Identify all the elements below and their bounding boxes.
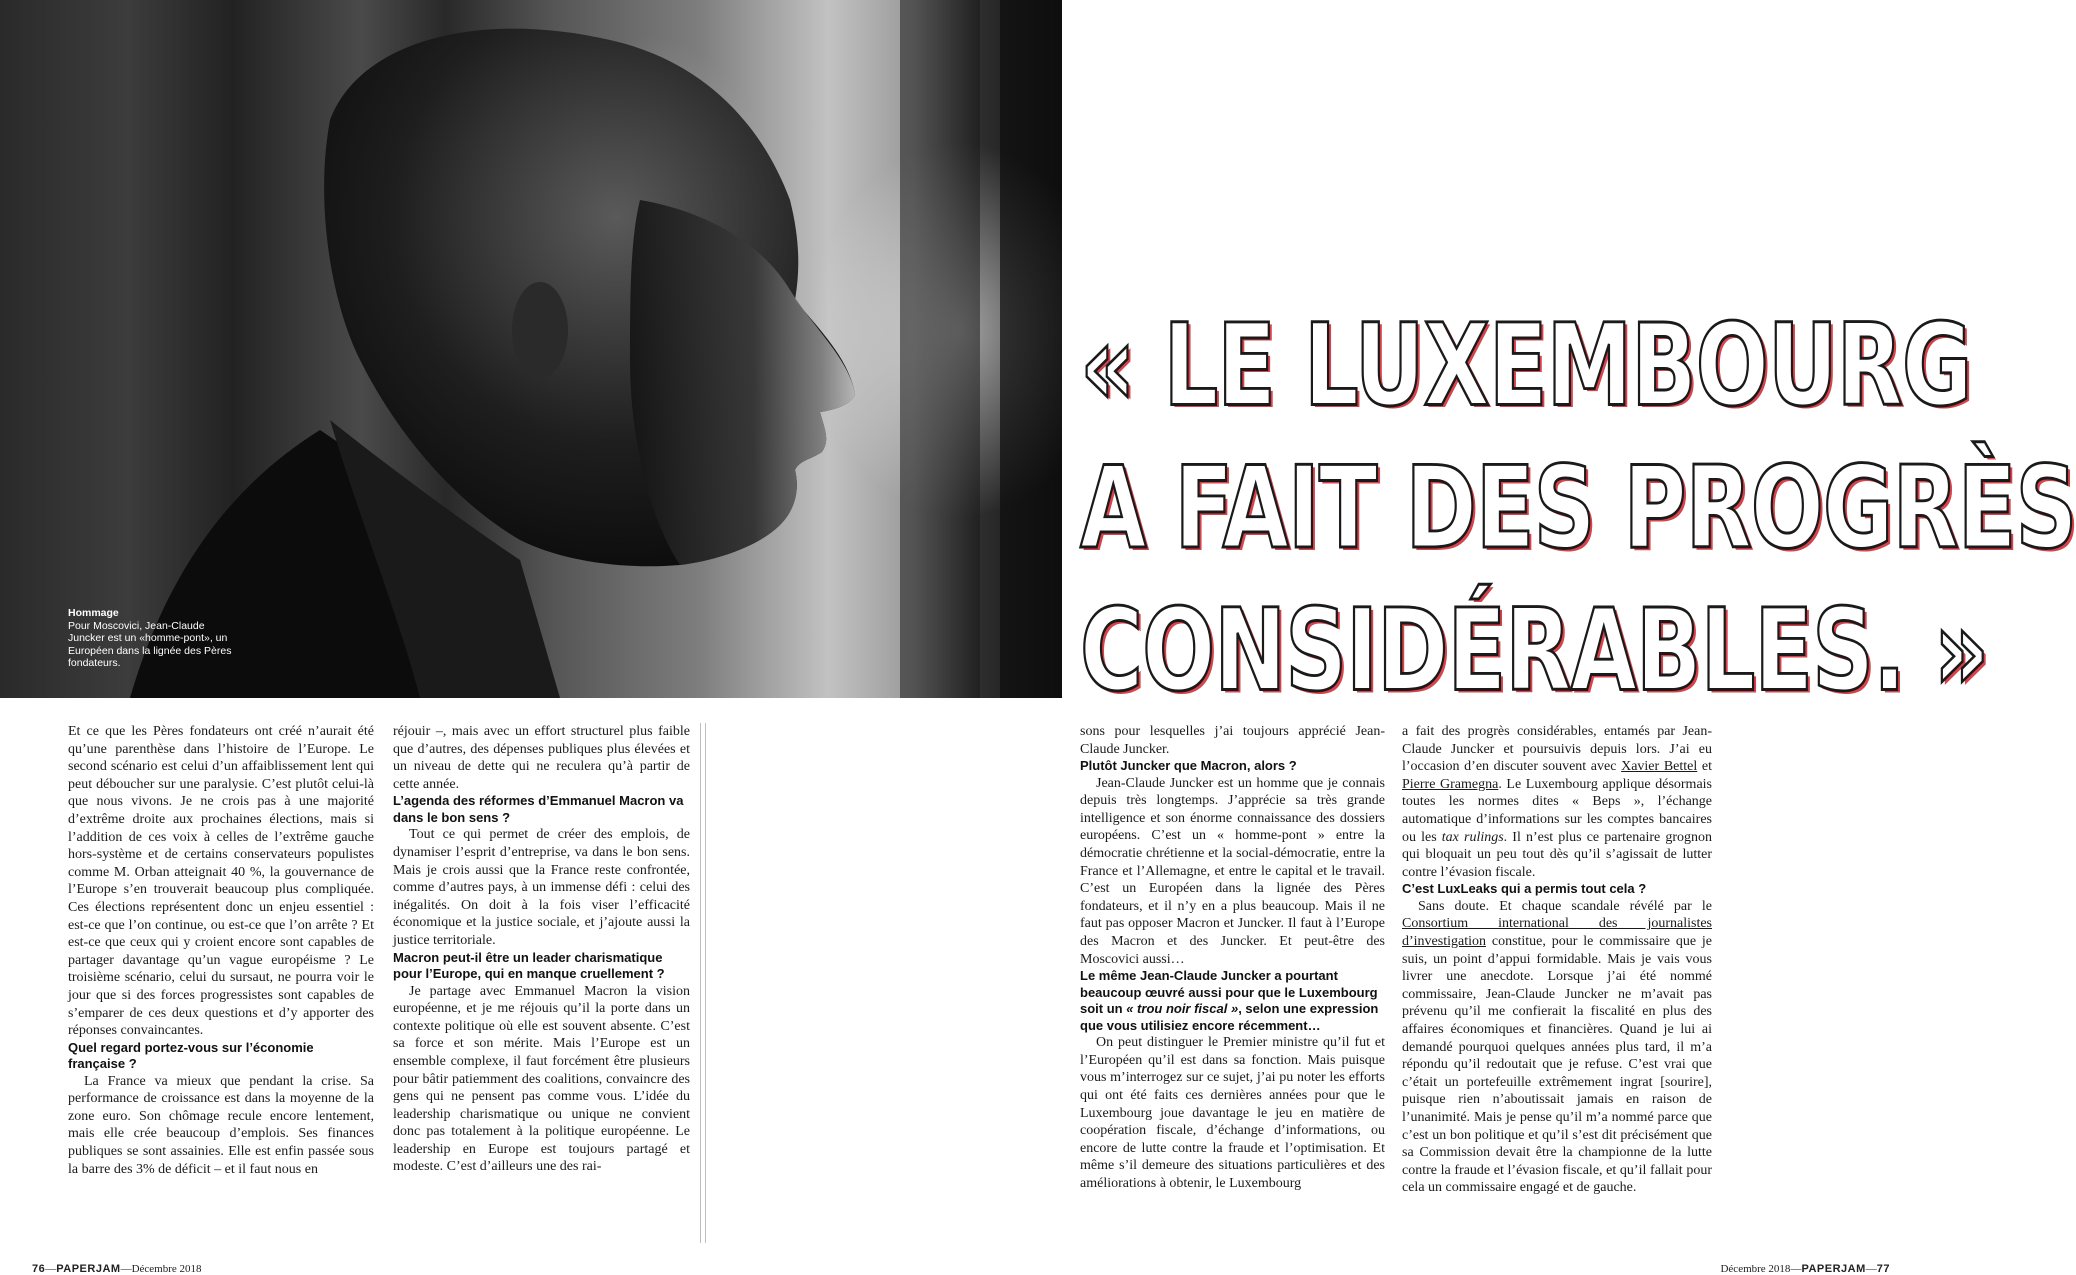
portrait-silhouette [0, 0, 1062, 698]
page-number: 76 [32, 1263, 46, 1275]
page-number: 77 [1876, 1263, 1890, 1275]
paragraph [1402, 898, 1712, 1197]
dash: — [120, 1263, 132, 1275]
body-column-1 [68, 723, 374, 1178]
dash: — [1790, 1263, 1802, 1275]
interview-question: C’est LuxLeaks qui a permis tout cela ? [1402, 881, 1647, 897]
text-run-italic: tax rulings [1441, 829, 1504, 845]
paragraph: La France va mieux que pendant la crise. Sa performance de croissance est dans la moyenne de la zone euro. Son chômage recule encore lentement, mais elle crée beaucoup d’emplois. Ses finances publiques se sont assainies. Elle est enfin passée sous la barre des 3% de déficit – et il faut nous en [68, 1073, 374, 1177]
portrait-photo [0, 0, 1062, 698]
interview-question [1080, 968, 1385, 1034]
dash: — [45, 1263, 57, 1275]
dash: — [1865, 1263, 1877, 1275]
caption-title: Hommage [68, 607, 119, 619]
folio-right [1720, 1263, 1890, 1275]
interview-question: L’agenda des réformes d’Emmanuel Macron va dans le bon sens ? [393, 793, 684, 825]
headline-line-2: A FAIT DES PROGRÈS [1080, 442, 2076, 575]
text-run: . Le Luxembourg applique désormais toutes les normes dites « Beps », l’échange automatique d’informations sur les comptes bancaires ou les [1402, 776, 1712, 845]
body-column-3 [1080, 723, 1385, 1193]
link-xavier-bettel[interactable]: Xavier Bettel [1621, 759, 1698, 775]
paragraph: Tout ce qui permet de créer des emplois, de dynamiser l’esprit d’entreprise, va dans le bon sens. Mais je crois aussi que la France reste confrontée, comme d’autres pays, à un immense défi : celui des inégalités. On doit à la fois viser l’efficacité économique et la justice sociale, et j’ajoute aussi la justice territoriale. [393, 827, 690, 948]
link-pierre-gramegna[interactable]: Pierre Gramegna [1402, 776, 1499, 792]
issue-date: Décembre 2018 [1720, 1263, 1791, 1275]
question-text: Le même Jean-Claude Juncker a pourtant beaucoup œuvré aussi pour que le Luxembourg soit un [1080, 968, 1378, 1017]
text-run: . Il n’est plus ce partenaire grognon qui bloquait un peu tout dès qu’il s’agissait de lutter contre l’évasion fiscale. [1402, 829, 1712, 880]
photo-caption [68, 607, 238, 670]
interview-question: Plutôt Juncker que Macron, alors ? [1080, 758, 1297, 774]
paragraph: sons pour lesquelles j’ai toujours apprécié Jean-Claude Juncker. [1080, 724, 1385, 757]
text-run: a fait des progrès considérables, entamés par Jean-Claude Juncker et poursuivis depuis lors. J’ai eu l’occasion d’en discuter souvent avec [1402, 724, 1712, 775]
headline-line-1: « LE LUXEMBOURG [1080, 300, 1972, 433]
brand-name: PAPERJAM [56, 1263, 121, 1275]
paragraph: Et ce que les Pères fondateurs ont créé n’aurait été qu’une parenthèse dans l’histoire de l’Europe. Le second scénario est celui d’un affaiblissement lent qui peut déboucher sur une paralysie. C’est plutôt celui-là que nous vivons. Je ne crois pas à une majorité d’extrême droite aux prochaines élections, mais si l’addition de ces voix à celles de l’extrême gauche hors-système et de certains conservateurs populistes comme M. Orban atteignait 40 %, la gouvernance de l’Europe s’en trouverait beaucoup plus compliquée. Ces élections représentent donc un enjeu essentiel : est-ce que l’on continue, ou est-ce que l’on arrête ? Et est-ce que ceux qui y croient encore sont capables de partager davantage qu’un vague européisme ? Le troisième scénario, celui du sursaut, ne pourra voir le jour que si des forces progressistes sont capables de s’emparer de ces deux questions et d’y apporter des réponses convaincantes. [68, 724, 374, 1039]
body-column-2 [393, 723, 690, 1176]
link-consortium[interactable]: Consortium international des journalistes d’investigation [1402, 916, 1712, 950]
body-column-4 [1402, 723, 1712, 1197]
interview-question: Quel regard portez-vous sur l’économie française ? [68, 1039, 314, 1072]
text-run: et [1697, 759, 1713, 775]
paragraph: Jean-Claude Juncker est un homme que je connais depuis très longtemps. J’apprécie sa très grande intelligence et son énorme connaissance des dossiers européens. C’est un « homme-pont » entre la démocratie chrétienne et la social-démocratie, entre la France et l’Allemagne, et entre le capital et le travail. C’est un Européen dans la lignée des Pères fondateurs, et il n’y en a plus beaucoup. Mais il ne faut pas opposer Macron et Juncker. Il faut à l’Europe des Macron et des Juncker. Et peut-être des Moscovici aussi… [1080, 775, 1385, 967]
caption-text: Pour Moscovici, Jean-Claude Juncker est un «homme-pont», un Européen dans la lignée des Pères fondateurs. [68, 619, 232, 670]
paragraph: Je partage avec Emmanuel Macron la vision européenne, et je me réjouis qu’il la porte dans un contexte politique où elle est souvent absente. C’est sa force et son mérite. Mais l’Europe est un ensemble complexe, il faut forcément être plusieurs pour bâtir patiemment des coalitions, convaincre des gens qui ne pensent pas comme vous. L’idée du leadership charismatique ou unique ne convient donc pas totalement à la politique européenne. Le leadership en Europe est toujours partagé et modeste. C’est d’ailleurs une des rai- [393, 983, 690, 1175]
headline-line-3: CONSIDÉRABLES. » [1080, 585, 1989, 718]
text-run: constitue, pour le commissaire que je suis, un point d’appui formidable. Mais je vais vous livrer une anecdote. Lorsque j’ai été nommé commissaire, Jean-Claude Juncker ne m’avait pas prévenu qu’il me confierait la fiscalité en plus des affaires économiques et financières. Quand je lui ai demandé pourquoi quelques années plus tard, il m’a répondu qu’il redoutait que je refuse. C’est vrai que c’était un portefeuille extrêmement ingrat [sourire], puisque rien n’aboutissait jamais en raison de l’unanimité. Mais je pense qu’il m’a nommé parce que c’est un bon politique et qu’il s’est dit précisément que sa Commission devait être la championne de la lutte contre la fraude et l’évasion fiscale, et qu’il fallait pour cela un commissaire engagé et de gauche. [1402, 934, 1712, 1196]
spread-gutter [700, 723, 706, 1243]
issue-date: Décembre 2018 [131, 1263, 202, 1275]
interview-question: Macron peut-il être un leader charismatique pour l’Europe, qui en manque cruellement ? [393, 949, 665, 982]
question-quote: « trou noir fiscal » [1126, 1001, 1239, 1017]
paragraph: On peut distinguer le Premier ministre qu’il fut et l’Européen qu’il est dans sa fonction. Mais puisque vous m’interrogez sur ce sujet, j’ai pu noter les efforts qui ont été faits ces dernières années pour que le Luxembourg joue davantage le jeu en matière de coopération fiscale, d’échange d’informations, ou encore de lutte contre la fraude et l’optimisation. Et même s’il demeure des situations particulières et des améliorations à obtenir, le Luxembourg [1080, 1035, 1385, 1191]
paragraph: réjouir –, mais avec un effort structurel plus faible que d’autres, des dépenses publiques plus élevées et un niveau de dette qui ne reculera qu’à partir de cette année. [393, 724, 690, 792]
folio-left [32, 1263, 202, 1275]
paragraph [1402, 723, 1712, 881]
brand-name: PAPERJAM [1801, 1263, 1866, 1275]
text-run: Sans doute. Et chaque scandale révélé par le [1418, 898, 1712, 914]
headline-quote [1080, 295, 2076, 723]
question-text: , selon une expression que vous utilisiez encore récemment… [1080, 1001, 1379, 1033]
